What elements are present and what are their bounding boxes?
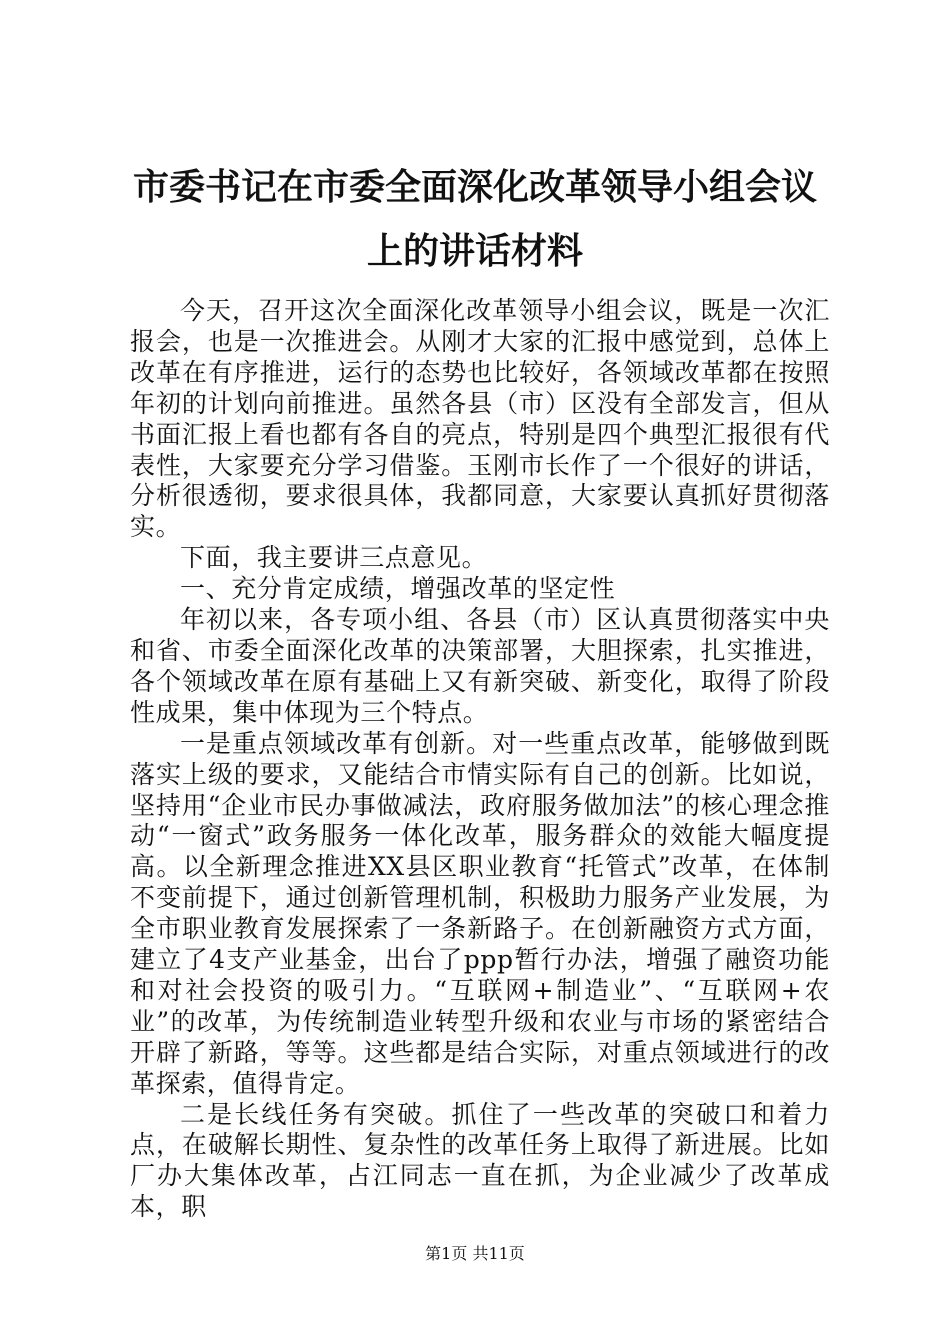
page-footer: 第1页 共11页	[425, 1244, 525, 1263]
paragraph-intro: 今天，召开这次全面深化改革领导小组会议，既是一次汇报会，也是一次推进会。从刚才大家的汇报中感觉到，总体上改革在有序推进，运行的态势也比较好，各领域改革都在按照年初的计划向前推进。虽然各县（市）区没有全部发言，但从书面汇报上看也都有各自的亮点，特别是四个典型汇报很有代表性，大家要充分学习借鉴。玉刚市长作了一个很好的讲话，分析很透彻，要求很具体，我都同意，大家要认真抓好贯彻落实。	[130, 296, 830, 542]
paragraph-outline: 下面，我主要讲三点意见。	[180, 543, 488, 573]
paragraph-point-1: 一是重点领域改革有创新。对一些重点改革，能够做到既落实上级的要求，又能结合市情实际有自己的创新。比如说，坚持用“企业市民办事做减法，政府服务做加法”的核心理念推动“一窗式”政务服务一体化改革，服务群众的效能大幅度提高。以全新理念推进XX县区职业教育“托管式”改革，在体制不变前提下，通过创新管理机制，积极助力服务产业发展，为全市职业教育发展探索了一条新路子。在创新融资方式方面，建立了4支产业基金，出台了ppp暂行办法，增强了融资功能和对社会投资的吸引力。“互联网+制造业”、“互联网+农业”的改革，为传统制造业转型升级和农业与市场的紧密结合开辟了新路，等等。这些都是结合实际，对重点领域进行的改革探索，值得肯定。	[130, 728, 830, 1098]
section-heading-1: 一、充分肯定成绩，增强改革的坚定性	[180, 574, 616, 604]
paragraph-achievements: 年初以来，各专项小组、各县（市）区认真贯彻落实中央和省、市委全面深化改革的决策部署，大胆探索，扎实推进，各个领域改革在原有基础上又有新突破、新变化，取得了阶段性成果，集中体现为三个特点。	[130, 605, 830, 727]
document-title: 市委书记在市委全面深化改革领导小组会议上的讲话材料	[132, 167, 817, 272]
paragraph-point-2: 二是长线任务有突破。抓住了一些改革的突破口和着力点，在破解长期性、复杂性的改革任务上取得了新进展。比如厂办大集体改革，占江同志一直在抓，为企业减少了改革成本，职	[130, 1099, 830, 1222]
document-body	[130, 296, 830, 1223]
